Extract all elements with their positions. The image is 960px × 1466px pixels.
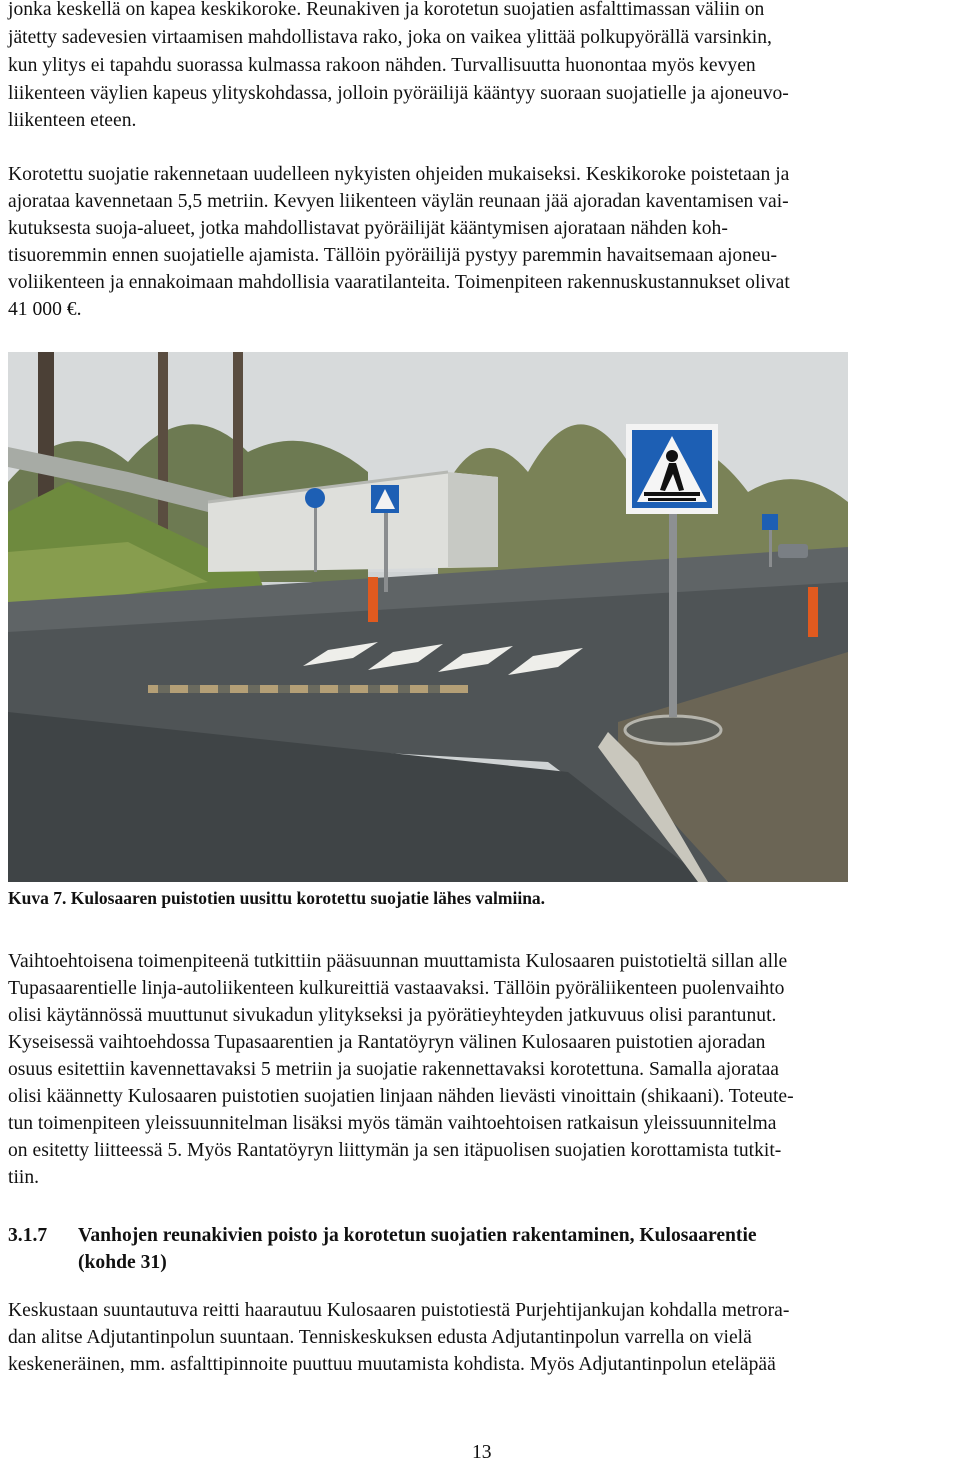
paragraph-line: ajorataa kavennetaan 5,5 metriin. Kevyen liikenteen väylän reunaan jää ajoradan kaventamisen vai- (8, 191, 789, 212)
paragraph-line: osuus esitettiin kavennettavaksi 5 metriin ja suojatie rakennettavaksi korotettuna. Samalla ajorataa (8, 1059, 779, 1080)
street-crossing-photo (8, 352, 848, 882)
paragraph-line: kutuksesta suoja-alueet, jotka mahdollistavat pyöräilijät kääntymisen ajorataan nähden koh- (8, 218, 728, 239)
section-number: 3.1.7 (8, 1225, 48, 1246)
paragraph-line: on esitetty liitteessä 5. Myös Rantatöyryn liittymän ja sen itäpuolisen suojatien korottamista tutkit- (8, 1140, 782, 1161)
section-title (78, 1222, 757, 1276)
bicycle-path-sign-icon (305, 488, 325, 508)
paragraph-line: kun ylitys ei tapahdu suorassa kulmassa rakoon nähden. Turvallisuutta huonontaa myös kevyen (8, 55, 756, 76)
paragraph-line: olisi käytännössä muuttunut sivukadun ylitykseksi ja pyörätieyhteyden jatkuvuus olisi parantunut. (8, 1005, 777, 1026)
paragraph-line: liikenteen eteen. (8, 110, 137, 131)
paragraph-line: Keskustaan suuntautuva reitti haarautuu Kulosaaren puistotiestä Purjehtijankujan kohdalla metrora- (8, 1300, 790, 1321)
paragraph-line: tun toimenpiteen yleissuunnitelman lisäksi myös tämän vaihtoehtoisen ratkaisun yleissuunnitelma (8, 1113, 777, 1134)
paragraph-line: tiin. (8, 1167, 40, 1188)
paragraph-line: olisi käännetty Kulosaaren puistotien suojatien linjaan nähden lievästi vinoittain (shikaani). Toteute- (8, 1086, 794, 1107)
paragraph-line: Tupasaarentielle linja-autoliikenteen kulkureittiä vastaavaksi. Tällöin pyöräliikenteen puolenvaihto (8, 978, 785, 999)
paragraph-line: liikenteen väylien kapeus ylityskohdassa, jolloin pyöräilijä kääntyy suoraan suojatielle ja ajoneuvo- (8, 83, 789, 104)
paragraph-line: Kyseisessä vaihtoehdossa Tupasaarentien ja Rantatöyryn välinen Kulosaaren puistotien ajoradan (8, 1032, 766, 1053)
paragraph-line: jonka keskellä on kapea keskikoroke. Reunakiven ja korotetun suojatien asfalttimassan väliin on (8, 0, 765, 20)
paragraph-line: jätetty sadevesien virtaamisen mahdollistava rako, joka on vaikea ylittää polkupyörällä varsinkin, (8, 27, 772, 48)
paragraph-line: voliikenteen ja ennakoimaan mahdollisia vaaratilanteita. Toimenpiteen rakennuskustannukset olivat (8, 272, 790, 293)
paragraph-line: keskeneräinen, mm. asfalttipinnoite puuttuu muutamista kohdista. Myös Adjutantinpolun eteläpää (8, 1354, 776, 1375)
paragraph-line: Korotettu suojatie rakennetaan uudelleen nykyisten ohjeiden mukaiseksi. Keskikoroke poistetaan ja (8, 164, 790, 185)
figure-caption: Kuva 7. Kulosaaren puistotien uusittu korotettu suojatie lähes valmiina. (8, 888, 546, 908)
paragraph-line: dan alitse Adjutantinpolun suuntaan. Tenniskeskuksen edusta Adjutantinpolun varrella on vielä (8, 1327, 752, 1348)
section-title-line: Vanhojen reunakivien poisto ja korotetun suojatien rakentaminen, Kulosaarentie (78, 1225, 757, 1246)
paragraph-line: 41 000 €. (8, 299, 82, 320)
paragraph-line: Vaihtoehtoisena toimenpiteenä tutkittiin pääsuunnan muuttamista Kulosaaren puistotieltä sillan alle (8, 951, 788, 972)
paragraph-line: tisuoremmin ennen suojatielle ajamista. Tällöin pyöräilijä pystyy paremmin havaitsemaan ajoneu- (8, 245, 778, 266)
section-title-line: (kohde 31) (78, 1252, 167, 1273)
page-number: 13 (472, 1442, 492, 1463)
